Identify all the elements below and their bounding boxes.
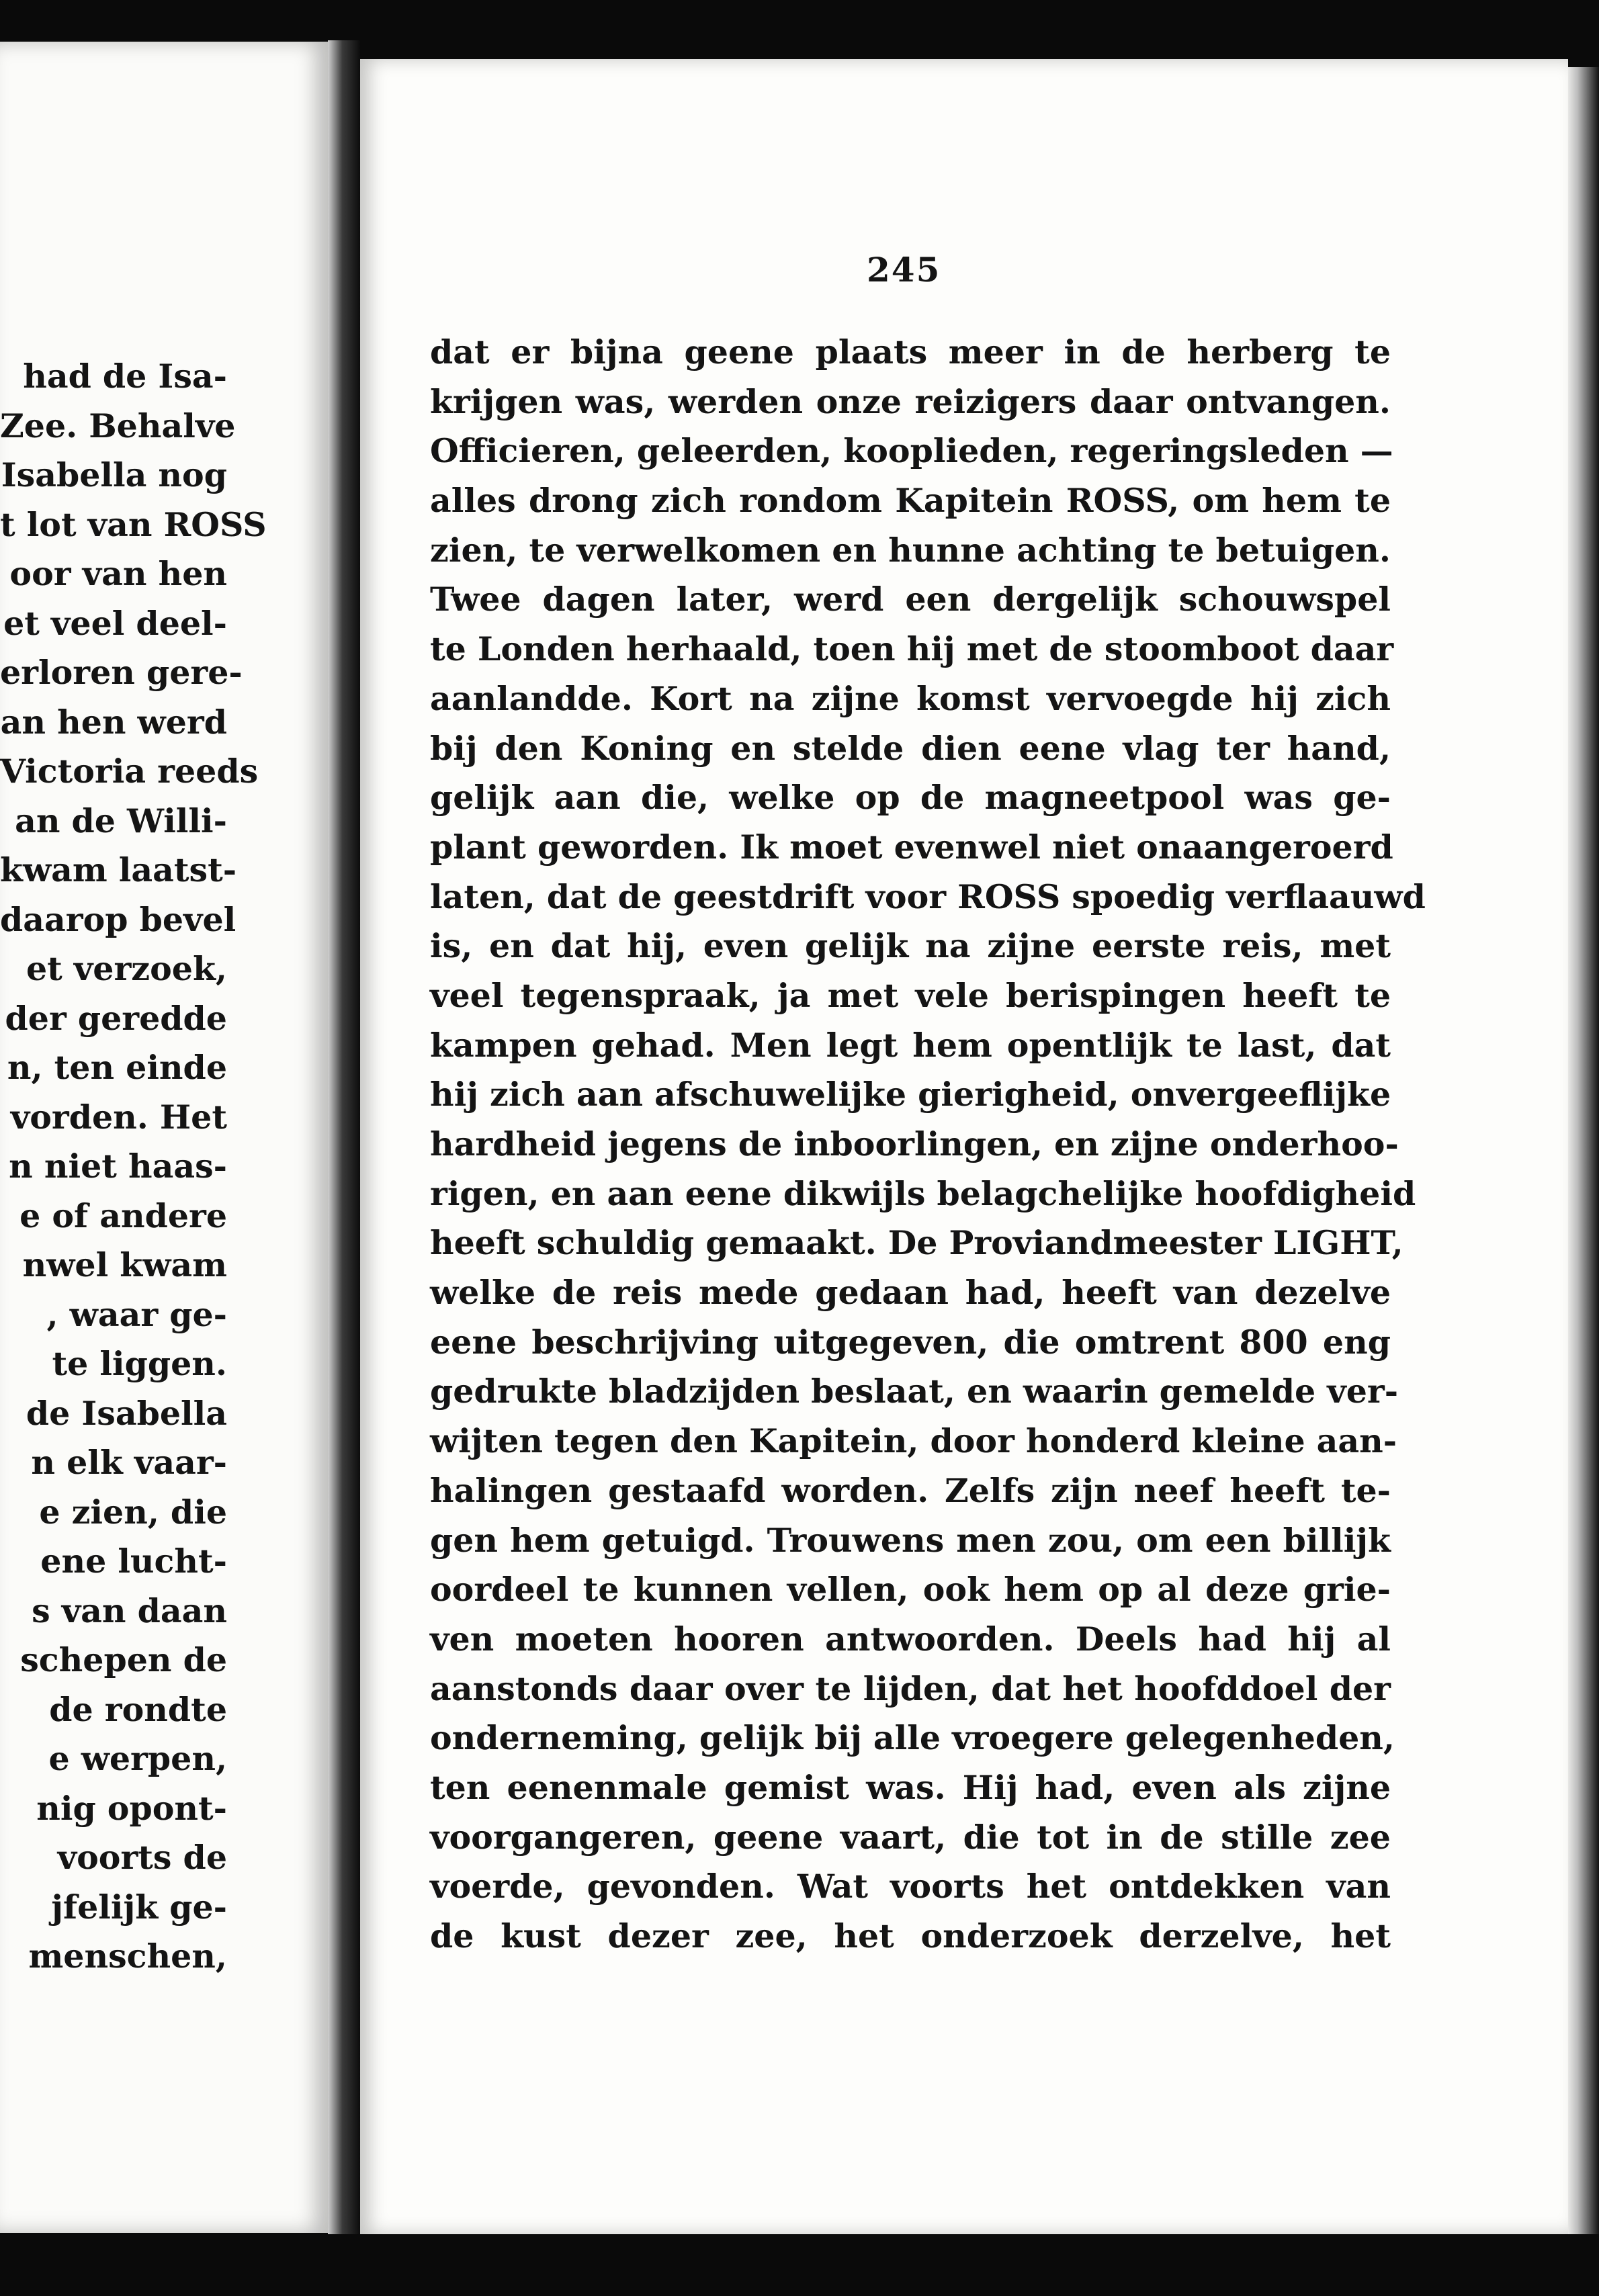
left-page-line: nig opont- (36, 1788, 227, 1828)
text-line: de kust dezer zee, het onderzoek derzelve, het (430, 1916, 1391, 1955)
text-line: krijgen was, werden onze reizigers daar ontvangen. (430, 382, 1391, 421)
text-line: hij zich aan afschuwelijke gierigheid, onvergeeflijke (430, 1075, 1391, 1114)
left-page-line: e zien, die (39, 1492, 227, 1532)
text-line: gelijk aan die, welke op de magneetpool was ge- (430, 778, 1391, 818)
page-number: 245 (867, 250, 941, 290)
left-page-line: menschen, (28, 1937, 227, 1976)
left-page (0, 42, 328, 2233)
left-page-line: s van daan (32, 1591, 227, 1630)
text-line: rigen, en aan eene dikwijls belagchelijke hoofdigheid (430, 1174, 1416, 1213)
left-page-line: oor van hen (9, 554, 227, 593)
page-edge (1568, 67, 1599, 2234)
text-line: te Londen herhaald, toen hij met de stoomboot daar (430, 629, 1394, 669)
left-page-line: et veel deel- (3, 603, 227, 643)
text-line: wijten tegen den Kapitein, door honderd kleine aan- (430, 1421, 1397, 1461)
left-page-line: n elk vaar- (31, 1443, 227, 1482)
left-page-line: erloren gere- (0, 653, 243, 692)
text-line: eene beschrijving uitgegeven, die omtrent 800 eng (430, 1322, 1391, 1362)
text-line: voerde, gevonden. Wat voorts het ontdekken van (430, 1867, 1391, 1906)
text-line: dat er bijna geene plaats meer in de herberg te (430, 333, 1391, 371)
left-page-line: schepen de (20, 1640, 227, 1679)
text-line: Twee dagen later, werd een dergelijk schouwspel (430, 580, 1391, 619)
text-line: voorgangeren, geene vaart, die tot in de stille zee (430, 1817, 1391, 1857)
text-line: gedrukte bladzijden beslaat, en waarin gemelde ver- (430, 1372, 1399, 1411)
book-gutter (328, 40, 360, 2234)
left-page-line: , waar ge- (46, 1294, 227, 1334)
left-page-line: t lot van ROSS (0, 504, 267, 544)
left-page-line: an hen werd (0, 702, 227, 742)
left-page-line: Isabella nog (1, 455, 227, 494)
left-page-line: et verzoek, (26, 949, 227, 988)
left-page-line: vorden. Het (10, 1097, 227, 1137)
left-page-line: der geredde (5, 998, 227, 1038)
text-line: welke de reis mede gedaan had, heeft van dezelve (430, 1273, 1391, 1313)
text-line: bij den Koning en stelde dien eene vlag ter hand, (430, 728, 1391, 768)
text-line: halingen gestaafd worden. Zelfs zijn neef heeft te- (430, 1470, 1391, 1510)
text-line: ten eenenmale gemist was. Hij had, even als zijne (430, 1767, 1391, 1807)
text-line: is, en dat hij, even gelijk na zijne eerste reis, met (430, 926, 1391, 966)
left-page-line: n niet haas- (9, 1147, 227, 1186)
left-page-line: Victoria reeds (0, 752, 259, 791)
left-page-line: kwam laatst- (0, 850, 237, 889)
text-line: ven moeten hooren antwoorden. Deels had hij al (430, 1619, 1391, 1659)
text-line: alles drong zich rondom Kapitein ROSS, om hem te (430, 481, 1391, 521)
text-line: heeft schuldig gemaakt. De Proviandmeester LIGHT, (430, 1223, 1403, 1263)
left-page-line: jfelijk ge- (51, 1887, 227, 1927)
text-line: hardheid jegens de inboorlingen, en zijne onderhoo- (430, 1124, 1399, 1163)
left-page-line: e of andere (19, 1196, 227, 1235)
body-text (430, 328, 1426, 1961)
left-page-line: Zee. Behalve (0, 406, 236, 445)
left-page-line: an de Willi- (15, 801, 227, 840)
left-page-text (0, 352, 267, 1982)
text-line: onderneming, gelijk bij alle vroegere gelegenheden, (430, 1718, 1395, 1758)
text-line: laten, dat de geestdrift voor ROSS spoedig verflaauwd (430, 877, 1426, 916)
left-page-line: voorts de (57, 1838, 227, 1877)
left-page-line: e werpen, (48, 1739, 227, 1778)
left-page-line: had de Isa- (23, 357, 227, 396)
text-line: gen hem getuigd. Trouwens men zou, om een billijk (430, 1520, 1391, 1560)
text-line: oordeel te kunnen vellen, ook hem op al deze grie- (430, 1570, 1391, 1609)
text-line: Officieren, geleerden, kooplieden, regeringsleden — (430, 431, 1393, 471)
text-line: plant geworden. Ik moet evenwel niet onaangeroerd (430, 827, 1393, 867)
text-line: veel tegenspraak, ja met vele berispingen heeft te (430, 975, 1391, 1015)
left-page-line: nwel kwam (22, 1245, 227, 1284)
left-page-line: ene lucht- (40, 1542, 227, 1581)
text-line: aanlandde. Kort na zijne komst vervoegde hij zich (430, 678, 1391, 718)
left-page-line: de rondte (49, 1689, 227, 1729)
left-page-line: te liggen. (52, 1344, 227, 1383)
text-line: zien, te verwelkomen en hunne achting te betuigen. (430, 530, 1391, 570)
text-line: kampen gehad. Men legt hem opentlijk te last, dat (430, 1025, 1391, 1065)
text-line: aanstonds daar over te lijden, dat het hoofddoel der (430, 1669, 1391, 1708)
left-page-line: de Isabella (26, 1393, 227, 1433)
left-page-line: daarop bevel (0, 899, 236, 939)
left-page-line: n, ten einde (7, 1048, 227, 1087)
